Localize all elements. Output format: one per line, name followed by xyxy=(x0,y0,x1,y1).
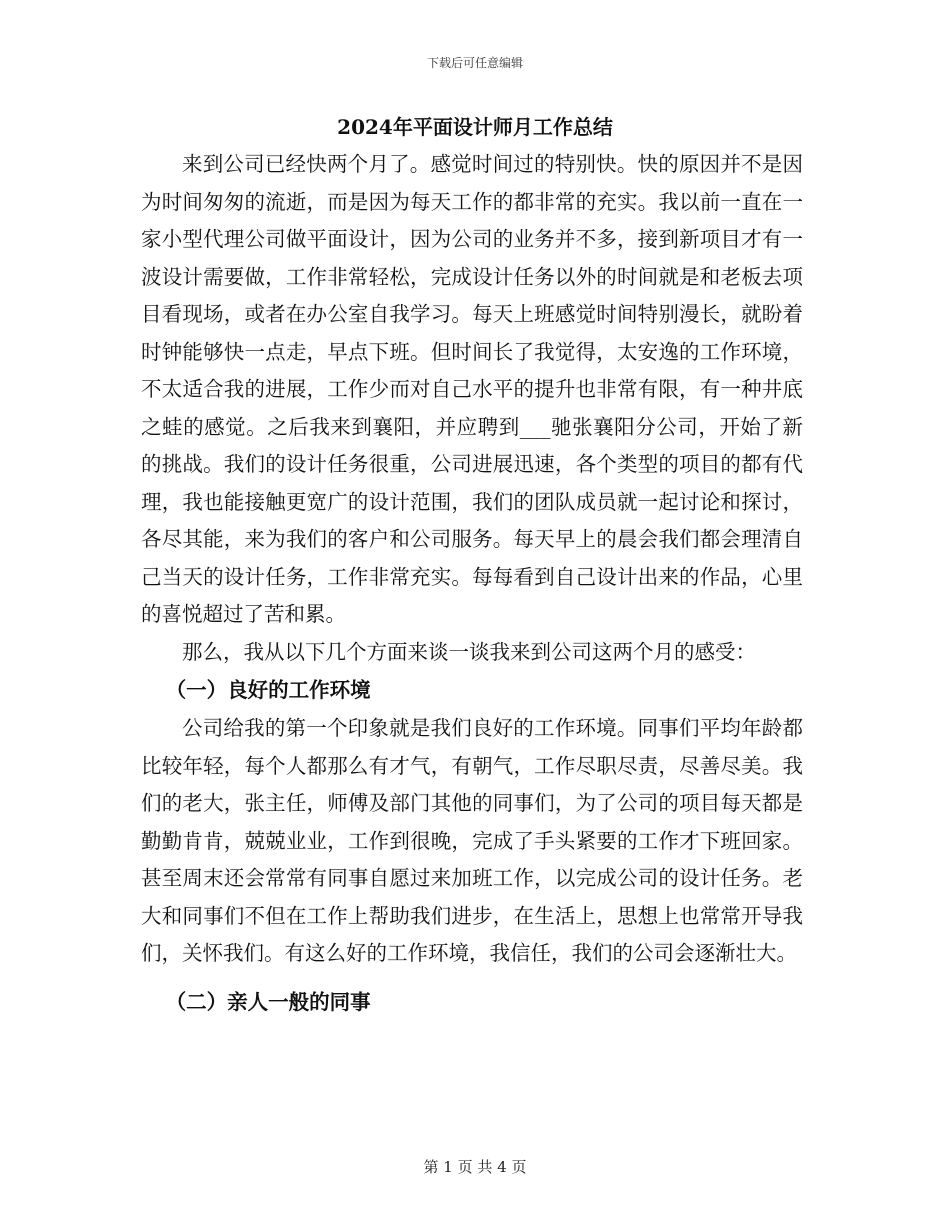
header-note: 下载后可任意编辑 xyxy=(426,56,523,70)
section-paragraph: 公司给我的第一个印象就是我们良好的工作环境。同事们平均年龄都比较年轻，每个人都那么有才气，有朝气，工作尽职尽责，尽善尽美。我们的老大，张主任，师傅及部门其他的同事们，为了公司的项目每天都是勤勤肯肯，兢兢业业，工作到很晚，完成了手头紧要的工作才下班回家。甚至周末还会常常有同事自愿过来加班工作，以完成公司的设计任务。老大和同事们不但在工作上帮助我们进步，在生活上，思想上也常常开导我们，关怀我们。有这么好的工作环境，我信任，我们的公司会逐渐壮大。 xyxy=(141,716,803,965)
document-body xyxy=(141,146,803,1022)
body-paragraph: 来到公司已经快两个月了。感觉时间过的特别快。快的原因并不是因为时间匆匆的流逝，而是因为每天工作的都非常的充实。我以前一直在一家小型代理公司做平面设计，因为公司的业务并不多，接到新项目才有一波设计需要做，工作非常轻松，完成设计任务以外的时间就是和老板去项目看现场，或者在办公室自我学习。每天上班感觉时间特别漫长，就盼着时钟能够快一点走，早点下班。但时间长了我觉得，太安逸的工作环境，不太适合我的进展，工作少而对自己水平的提升也非常有限，有一种井底之蛙的感觉。之后我来到襄阳，并应聘到___驰张襄阳分公司，开始了新的挑战。我们的设计任务很重，公司进展迅速，各个类型的项目的都有代理，我也能接触更宽广的设计范围，我们的团队成员就一起讨论和探讨，各尽其能，来为我们的客户和公司服务。每天早上的晨会我们都会理清自己当天的设计任务，工作非常充实。每每看到自己设计出来的作品，心里的喜悦超过了苦和累。 xyxy=(141,152,803,626)
section-heading: （二）亲人一般的同事 xyxy=(165,989,371,1014)
section-heading: （一）良好的工作环境 xyxy=(165,678,371,702)
document-title: 2024年平面设计师月工作总结 xyxy=(337,115,613,139)
body-paragraph: 那么，我从以下几个方面来谈一谈我来到公司这两个月的感受： xyxy=(182,639,756,664)
page-number: 第 1 页 共 4 页 xyxy=(423,1158,527,1176)
